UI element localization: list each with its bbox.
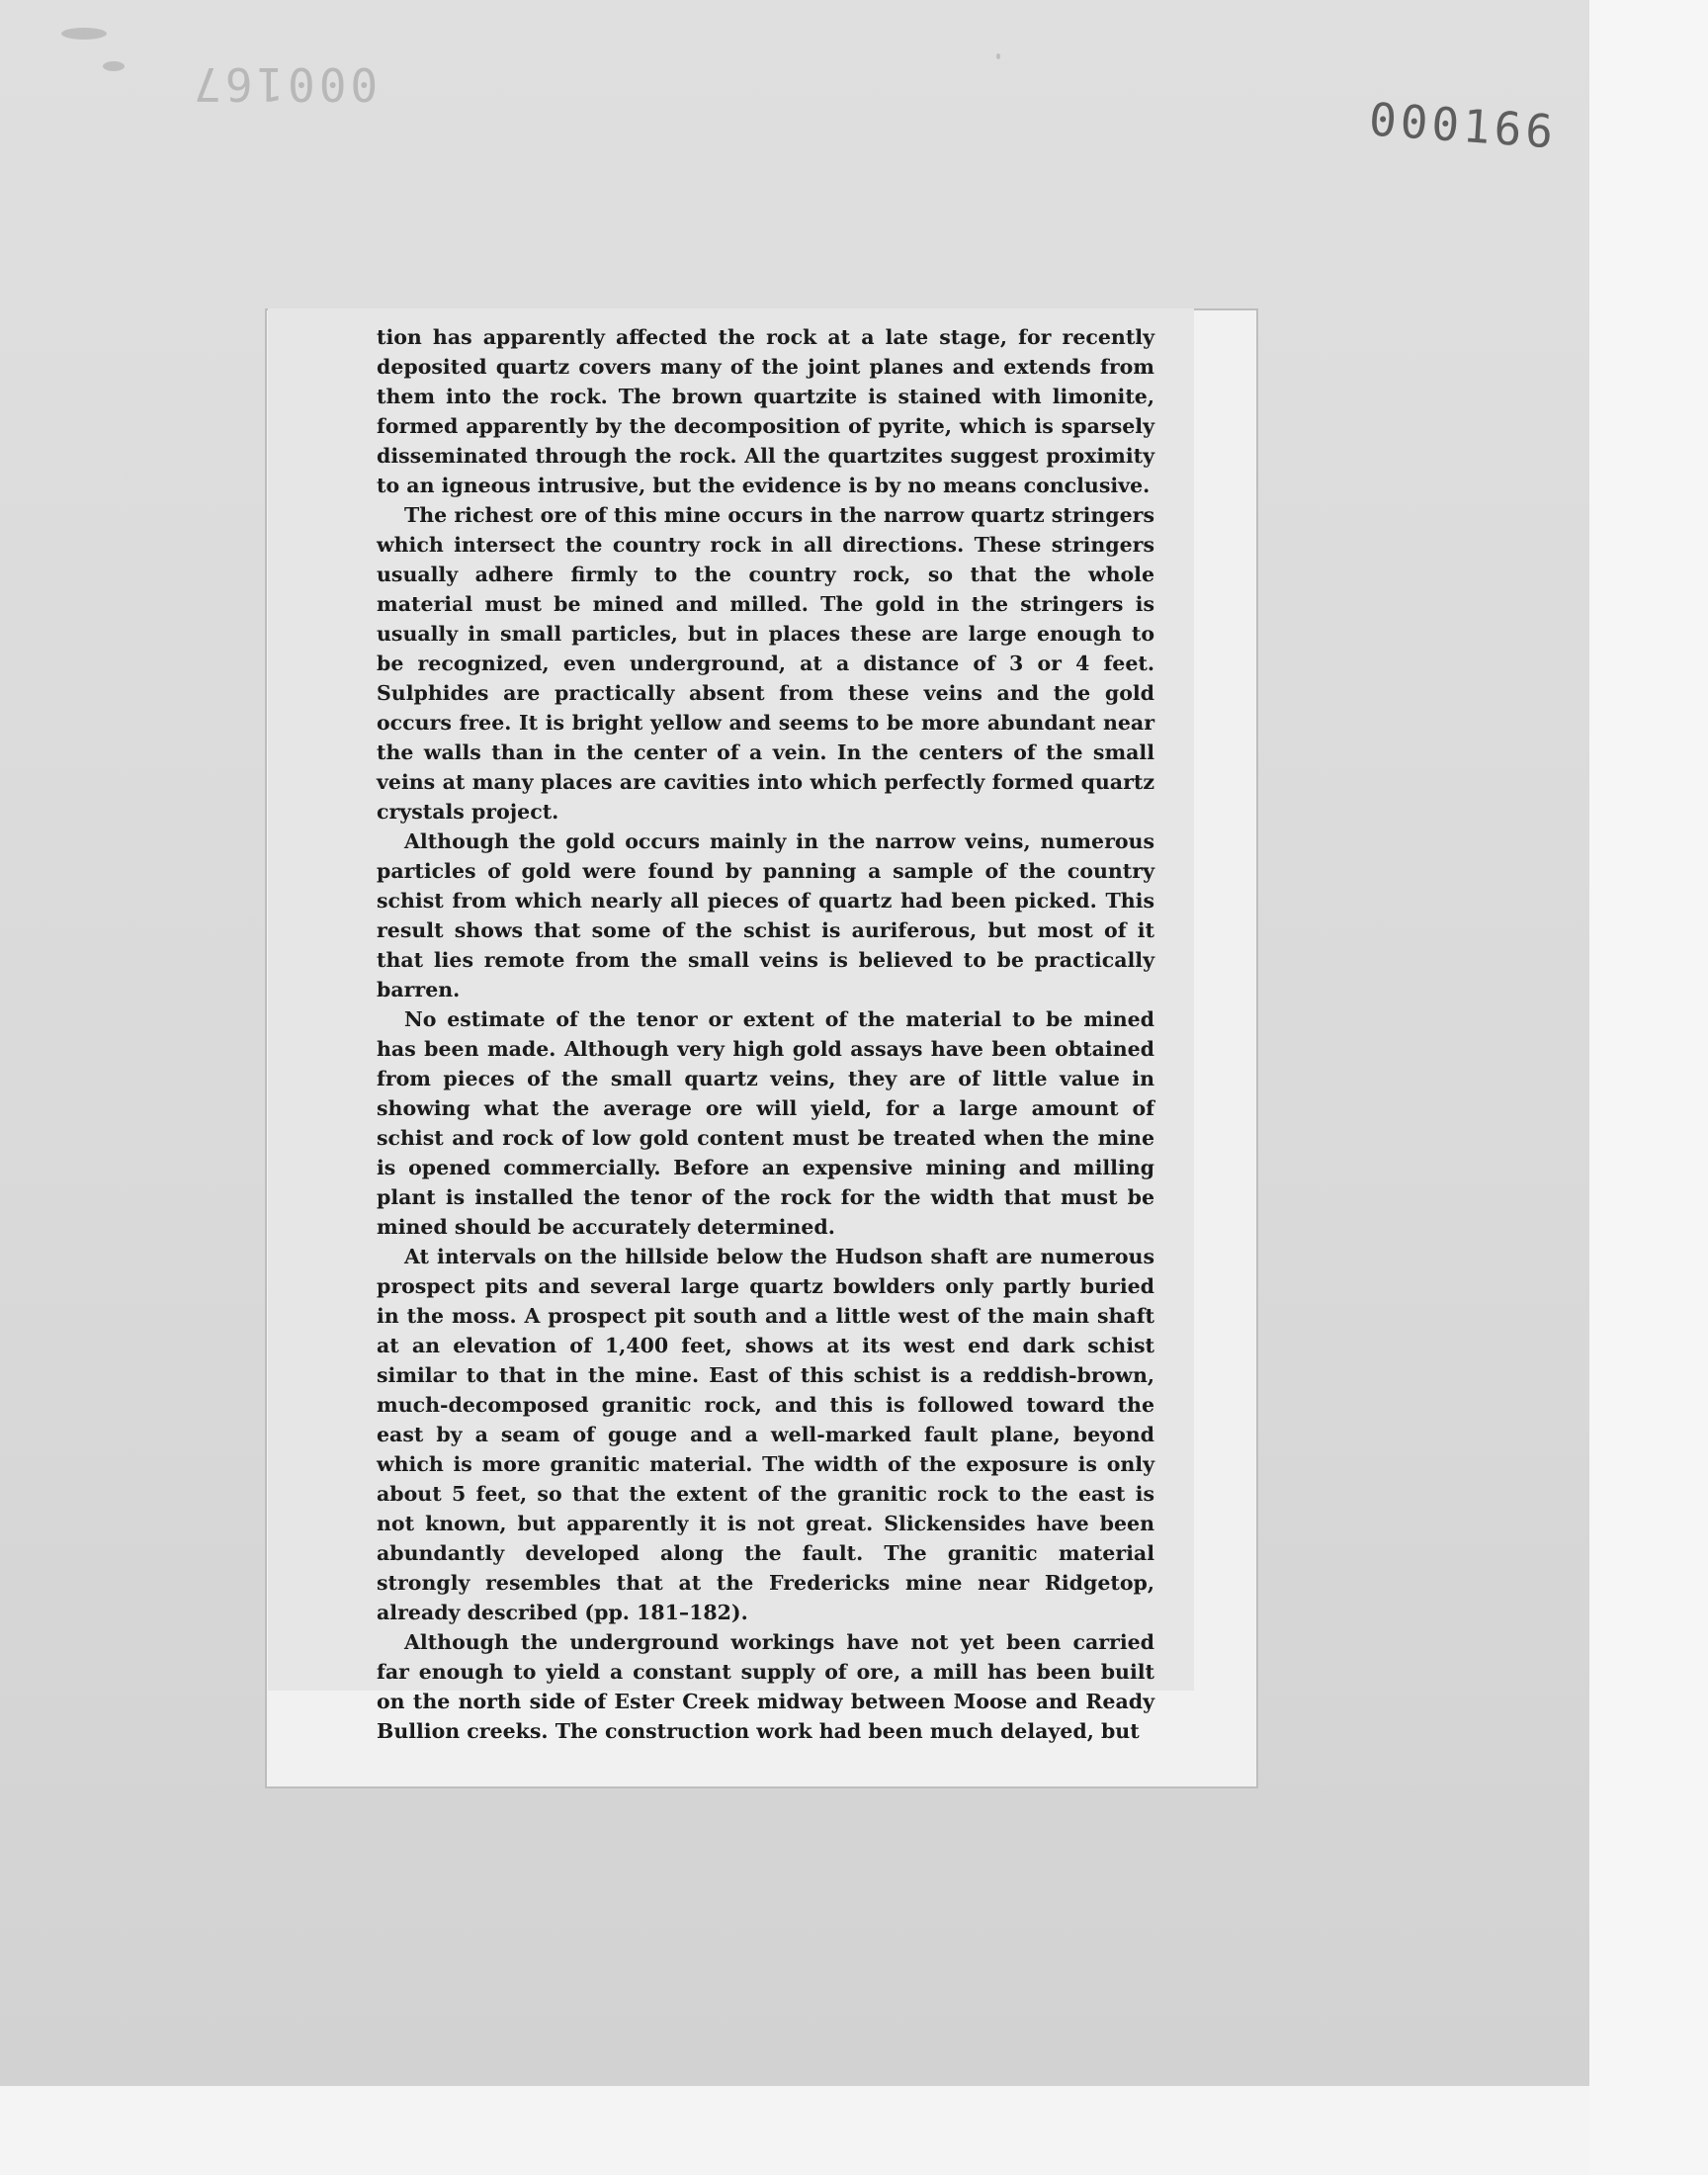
paragraph-3: Although the gold occurs mainly in the narrow veins, numerous particles of gold were found by panning a sample of the country schist from which nearly all pieces of quartz had been picked. This result shows that some of the schist is auriferous, but most of it that lies remote from the small veins is believed to be practically barren.: [377, 829, 1154, 1001]
scan-smudge: [103, 61, 125, 71]
scan-margin-right: [1589, 0, 1708, 2175]
paragraph-1: tion has apparently affected the rock at a late stage, for recently deposited quartz covers many of the joint planes and extends from them into the rock. The brown quartzite is stained with limonite, formed apparently by the decomposition of pyrite, which is sparsely disseminated through the rock. All the quartzites suggest proximity to an igneous intrusive, but the evidence is by no means conclusive.: [377, 325, 1154, 497]
page-number-stamp: 000166: [1367, 92, 1559, 159]
paragraph-5: At intervals on the hillside below the Hudson shaft are numerous prospect pits and several large quartz bowlders only partly buried in the moss. A prospect pit south and a little west of the main shaft at an elevation of 1,400 feet, shows at its west end dark schist similar to that in the mine. East of this schist is a reddish-brown, much-decomposed granitic rock, and this is followed toward the east by a seam of gouge and a well-marked fault plane, beyond which is more granitic material. The width of the exposure is only about 5 feet, so that the extent of the granitic rock to the east is not known, but apparently it is not great. Slickensides have been abundantly developed along the fault. The granitic material strongly resembles that at the Fredericks mine near Ridgetop, already described (pp. 181–182).: [377, 1245, 1154, 1624]
scan-margin-bottom: [0, 2086, 1589, 2175]
scan-smudge: [61, 28, 107, 40]
body-text: [377, 322, 1154, 1746]
scan-smudge: [996, 53, 1000, 59]
faded-page-stamp: 000167: [190, 57, 379, 111]
paragraph-4: No estimate of the tenor or extent of the material to be mined has been made. Although very high gold assays have been obtained from pieces of the small quartz veins, they are of little value in showing what the average ore will yield, for a large amount of schist and rock of low gold content must be treated when the mine is opened commercially. Before an expensive mining and milling plant is installed the tenor of the rock for the width that must be mined should be accurately determined.: [377, 1007, 1154, 1239]
paragraph-6: Although the underground workings have not yet been carried far enough to yield a constant supply of ore, a mill has been built on the north side of Ester Creek midway between Moose and Ready Bullion creeks. The construction work had been much delayed, but: [377, 1630, 1154, 1743]
paragraph-2: The richest ore of this mine occurs in the narrow quartz stringers which intersect the country rock in all directions. These stringers usually adhere firmly to the country rock, so that the whole material must be mined and milled. The gold in the stringers is usually in small particles, but in places these are large enough to be recognized, even underground, at a distance of 3 or 4 feet. Sulphides are practically absent from these veins and the gold occurs free. It is bright yellow and seems to be more abundant near the walls than in the center of a vein. In the centers of the small veins at many places are cavities into which perfectly formed quartz crystals project.: [377, 503, 1154, 824]
